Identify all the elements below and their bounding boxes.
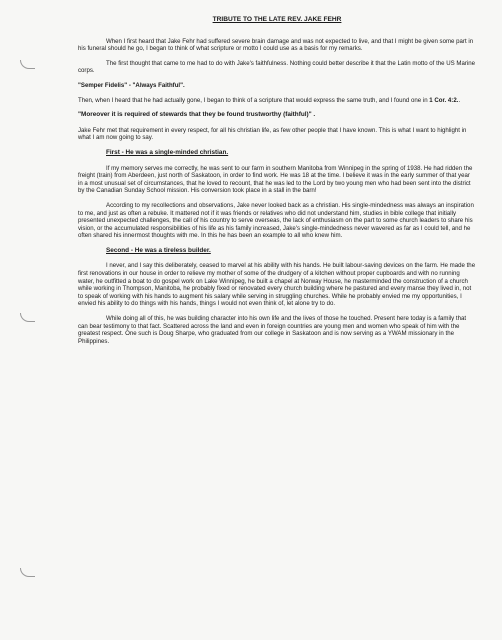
- paragraph: According to my recollections and observations, Jake never looked back as a christian. His single-mindedness was always an inspiration to me, and just as often a rebuke. It mattered not if it was friends or relatives who did not understand him, studies in bible college that initially presented unexpected challenges, the call of his country to serve overseas, the lack of enthusiasm on the part to some church leaders to share his vision, or the accumulated responsibilities of his life as his family increased, Jake's single-mindedness never wavered as far as I could tell, and he often shared his innermost thoughts with me. In this he has been an example to all who knew him.: [78, 201, 474, 240]
- document-title: TRIBUTE TO THE LATE REV. JAKE FEHR: [212, 16, 342, 23]
- paragraph: When I first heard that Jake Fehr had suffered severe brain damage and was not expected to live, and that I might be given some part in his funeral should he go, I began to think of what scripture or motto I could use as a basis for my remarks.: [78, 37, 474, 53]
- paragraph: [78, 97, 476, 105]
- paragraph: While doing all of this, he was building character into his own life and the lives of those he touched. Present here today is a family that can bear testimony to that fact. Scattered across the land and even in foreign countries are young men and women who speak of him with the greatest respect. One such is Doug Sharpe, who graduated from our college in Saskatoon and is now serving as a YWAM missionary in the Philippines.: [78, 315, 467, 345]
- paragraph: Jake Fehr met that requirement in every respect, for all his christian life, as few other people that I have known. This is what I want to highlight in what I am now going to say.: [78, 126, 467, 142]
- paragraph: The first thought that came to me had to do with Jake's faithfulness. Nothing could better describe it that the Latin motto of the US Marine corps.: [78, 59, 476, 75]
- section-heading: First - He was a single-minded christian.: [106, 148, 229, 156]
- paragraph-text: Then, when I heard that he had actually gone, I began to think of a scripture that would express the same truth, and I found one in: [78, 96, 430, 104]
- binder-hole-mark: [20, 60, 35, 69]
- scripture-verse: "Moreover it is required of stewards that they be found trustworthy (faithful)" .: [78, 111, 316, 119]
- document-body: [78, 16, 476, 352]
- binder-hole-mark: [20, 313, 35, 322]
- paragraph: If my memory serves me correctly, he was sent to our farm in southern Manitoba from Winnipeg in the spring of 1938. He had ridden the freight (train) from Aberdeen, just north of Saskatoon, in order to find work. He was 18 at the time. I believe it was in the early summer of that year in a most unusual set of circumstances, that he loved to recount, that he was led to the Lord by two young men who had been sent into the district by the Canadian Sunday School mission. His conversion took place in a stall in the barn!: [78, 164, 473, 195]
- section-heading: Second - He was a tireless builder.: [106, 246, 211, 254]
- scripture-reference: 1 Cor. 4:2.: [429, 96, 459, 104]
- paragraph: I never, and I say this deliberately, ceased to marvel at his ability with his hands. He built labour-saving devices on the farm. He made the first renovations in our house in order to relieve my mother of some of the drudgery of a kitchen without proper cupboards and with no running water, he outfitted a boat to do gospel work on Lake Winnipeg, he built a chapel at Norway House, he masterminded the construction of a church while working in Thompson, Manitoba, he probably fixed or renovated every church building where he pastured and every manse they lived in, not to speak of working with his hands to augment his salary while serving in struggling churches. While he probably envied me my opportunities, I envied his ability to do things with his hands, things I would not even think of, let alone try to do.: [78, 262, 476, 308]
- motto: "Semper Fidelis" - "Always Faithful".: [78, 81, 185, 89]
- binder-hole-mark: [20, 568, 35, 577]
- paragraph-text: .: [458, 96, 461, 104]
